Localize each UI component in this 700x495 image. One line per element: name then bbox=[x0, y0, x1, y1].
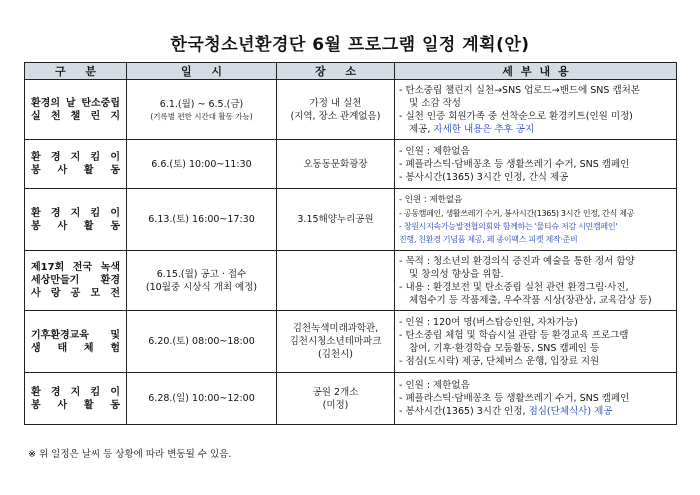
detail-line: - 목적 : 청소년의 환경의식 증진과 예술을 통한 정서 함양 bbox=[399, 255, 635, 267]
details-cell bbox=[395, 189, 677, 251]
datetime-cell bbox=[127, 189, 277, 251]
schedule-table bbox=[24, 62, 677, 425]
place-line: 김천시청소년테마파크 bbox=[289, 336, 382, 347]
details-cell bbox=[395, 251, 677, 311]
header-datetime: 일 시 bbox=[127, 63, 277, 80]
table-row bbox=[25, 311, 677, 373]
category-line: 봉 사 활 동 bbox=[31, 399, 120, 411]
table-row bbox=[25, 80, 677, 140]
detail-line bbox=[399, 123, 673, 136]
date-text: 6.1.(월) ~ 6.5.(금) bbox=[159, 98, 244, 110]
notice-text: 자세한 내용은 추후 공지 bbox=[433, 123, 535, 135]
detail-line: - 인원 : 120여 명(버스탑승인원, 자차가능) bbox=[399, 316, 578, 328]
place-cell bbox=[277, 140, 395, 189]
place-line: 가정 내 실천 bbox=[309, 97, 362, 109]
detail-line: 및 창의성 향상을 위함. bbox=[409, 268, 504, 280]
category-line: 환 경 지 킴 이 bbox=[31, 386, 120, 398]
category-line: 봉 사 활 동 bbox=[31, 165, 120, 176]
place-cell bbox=[277, 80, 395, 140]
table-row bbox=[25, 251, 677, 311]
detail-line: 참여, 기후·환경학습 모둠활동, SNS 캠페인 등 bbox=[409, 342, 600, 354]
details-cell bbox=[395, 311, 677, 373]
category-line: 환경의 날 탄소중립 bbox=[31, 97, 120, 109]
date-note: (10월중 시상식 개최 예정) bbox=[145, 281, 258, 293]
detail-text: - 봉사시간(1365) 3시간 인정, bbox=[399, 406, 529, 417]
place-line: 김천녹색미래과학관, bbox=[292, 323, 379, 334]
date-text: 6.20.(토) 08:00~18:00 bbox=[148, 336, 255, 347]
detail-line: - 인원 : 제한없음 bbox=[399, 194, 463, 205]
detail-line: - 인원 : 제한없음 bbox=[399, 380, 470, 391]
header-place: 장 소 bbox=[277, 63, 395, 80]
detail-line: - 폐플라스틱·담배꽁초 등 생활쓰레기 수거, SNS 캠페인 bbox=[399, 393, 630, 404]
datetime-cell bbox=[127, 80, 277, 140]
details-cell bbox=[395, 373, 677, 425]
details-cell bbox=[395, 80, 677, 140]
category-line: 환 경 지 킴 이 bbox=[31, 207, 120, 219]
detail-line: - 공동캠페인, 생활쓰레기 수거, 봉사시간(1365) 3시간 인정, 간식 제공 bbox=[399, 208, 635, 218]
detail-line bbox=[399, 405, 673, 418]
detail-line: - 탄소중립 챌린지 실천→SNS 업로드→밴드에 SNS 캡처본 bbox=[399, 84, 640, 96]
detail-line: - 탄소중립 체험 및 학습시설 관람 등 환경교육 프로그램 bbox=[399, 329, 629, 341]
date-text: 6.28.(일) 10:00~12:00 bbox=[148, 393, 255, 404]
footnote: ※ 위 일정은 날씨 등 상황에 따라 변동될 수 있음. bbox=[28, 449, 232, 460]
detail-line: - 창원시지속가능발전협의회와 함께하는 '물티슈 저감 시민캠페인' bbox=[399, 221, 618, 231]
details-cell bbox=[395, 140, 677, 189]
table-row bbox=[25, 373, 677, 425]
place-line: 오동동문화광장 bbox=[303, 158, 368, 170]
category-cell bbox=[25, 311, 127, 373]
category-line: 봉 사 활 동 bbox=[31, 220, 120, 232]
category-line: 사 랑 공 모 전 bbox=[31, 288, 120, 299]
detail-line: - 폐플라스틱·담배꽁초 등 생활쓰레기 수거, SNS 캠페인 bbox=[399, 158, 630, 170]
page-title: 한국청소년환경단 6월 프로그램 일정 계획(안) bbox=[170, 35, 530, 55]
place-line: 3.15해양누리공원 bbox=[297, 214, 374, 225]
detail-line: - 인원 : 제한없음 bbox=[399, 145, 470, 157]
date-text: 6.15.(월) 공고 · 접수 bbox=[156, 268, 247, 280]
place-cell bbox=[277, 189, 395, 251]
category-line: 환 경 지 킴 이 bbox=[31, 152, 120, 163]
datetime-cell bbox=[127, 251, 277, 311]
detail-line: 진행, 친환경 기념품 제공, 페 종이팩스 피켓 제작·준비 bbox=[399, 234, 578, 244]
date-text: 6.13.(토) 16:00~17:30 bbox=[148, 214, 255, 225]
place-line: (김천시) bbox=[318, 349, 353, 360]
category-cell bbox=[25, 80, 127, 140]
datetime-cell bbox=[127, 373, 277, 425]
place-line: (지역, 장소 관계없음) bbox=[290, 110, 381, 122]
category-line: 기후환경교육 및 bbox=[31, 329, 120, 341]
datetime-cell bbox=[127, 140, 277, 189]
table-row bbox=[25, 189, 677, 251]
table-row bbox=[25, 140, 677, 189]
datetime-cell bbox=[127, 311, 277, 373]
detail-line: - 실천 인증 회원가족 중 선착순으로 환경키트(인원 미정) bbox=[399, 110, 633, 122]
place-cell bbox=[277, 251, 395, 311]
category-cell bbox=[25, 251, 127, 311]
date-note: (기록별 편한 시간대 활동 가능) bbox=[150, 111, 253, 121]
header-row bbox=[25, 63, 677, 80]
category-line: 생 태 체 험 bbox=[31, 342, 120, 354]
date-text: 6.6.(토) 10:00~11:30 bbox=[151, 158, 252, 170]
detail-line: 및 소감 작성 bbox=[409, 97, 461, 109]
category-line: 실 천 챌 린 지 bbox=[31, 110, 120, 122]
category-cell bbox=[25, 140, 127, 189]
category-cell bbox=[25, 373, 127, 425]
place-line: (미정) bbox=[322, 399, 349, 411]
category-cell bbox=[25, 189, 127, 251]
detail-text: 제공, bbox=[409, 123, 434, 135]
detail-line: - 내용 : 환경보전 및 탄소중립 실천 관련 환경그림·사진, bbox=[399, 281, 629, 293]
header-category: 구 분 bbox=[25, 63, 127, 80]
notice-text: 점심(단체식사) 제공 bbox=[528, 406, 613, 417]
detail-line: - 점심(도시락) 제공, 단체버스 운행, 입장료 지원 bbox=[399, 355, 600, 367]
header-details: 세부내용 bbox=[395, 63, 677, 80]
place-line: 공원 2개소 bbox=[312, 386, 359, 398]
place-cell bbox=[277, 373, 395, 425]
place-cell bbox=[277, 311, 395, 373]
detail-line: - 봉사시간(1365) 3시간 인정, 간식 제공 bbox=[399, 171, 569, 183]
detail-line: 체험수기 등 작품제출, 우수작품 시상(장관상, 교육감상 등) bbox=[409, 294, 652, 306]
category-line: 제17회 전국 녹색 bbox=[31, 262, 120, 273]
category-line: 세상만들기 환경 bbox=[31, 275, 120, 286]
